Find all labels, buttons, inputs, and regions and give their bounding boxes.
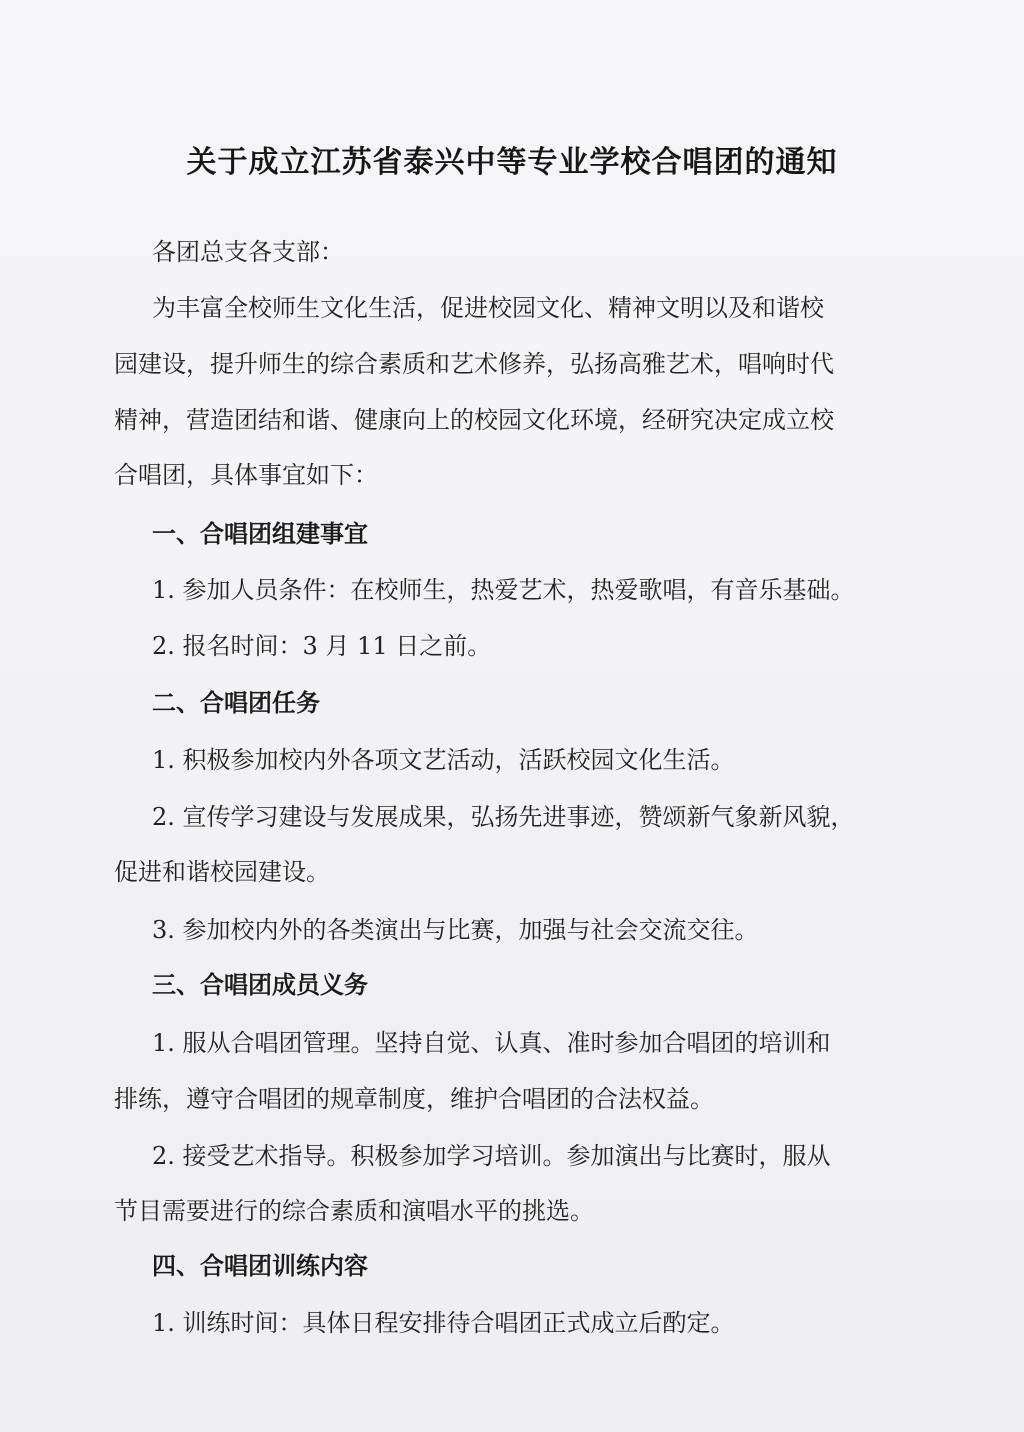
section-2-item-2-line-1: 2. 宣传学习建设与发展成果，弘扬先进事迹，赞颂新气象新风貌，: [152, 803, 855, 831]
section-1-item-1: 1. 参加人员条件：在校师生，热爱艺术，热爱歌唱，有音乐基础。: [152, 576, 855, 604]
section-3-item-2-line-1: 2. 接受艺术指导。积极参加学习培训。参加演出与比赛时，服从: [152, 1142, 831, 1170]
intro-line-2: 园建设，提升师生的综合素质和艺术修养，弘扬高雅艺术，唱响时代: [114, 350, 834, 378]
section-heading-4: 四、合唱团训练内容: [152, 1252, 368, 1280]
section-3-item-1-line-1: 1. 服从合唱团管理。坚持自觉、认真、准时参加合唱团的培训和: [152, 1029, 831, 1057]
section-2-item-2-line-2: 促进和谐校园建设。: [114, 858, 330, 886]
section-1-item-2: 2. 报名时间：3 月 11 日之前。: [152, 632, 492, 660]
document-title: 关于成立江苏省泰兴中等专业学校合唱团的通知: [186, 145, 838, 180]
section-4-item-1: 1. 训练时间：具体日程安排待合唱团正式成立后酌定。: [152, 1309, 735, 1337]
section-2-item-1: 1. 积极参加校内外各项文艺活动，活跃校园文化生活。: [152, 746, 735, 774]
intro-line-1: 为丰富全校师生文化生活，促进校园文化、精神文明以及和谐校: [152, 294, 824, 322]
section-2-item-3: 3. 参加校内外的各类演出与比赛，加强与社会交流交往。: [152, 916, 759, 944]
intro-line-3: 精神，营造团结和谐、健康向上的校园文化环境，经研究决定成立校: [114, 406, 834, 434]
section-heading-1: 一、合唱团组建事宜: [152, 520, 368, 548]
section-heading-2: 二、合唱团任务: [152, 689, 320, 717]
section-heading-3: 三、合唱团成员义务: [152, 971, 368, 999]
salutation: 各团总支各支部：: [152, 238, 344, 266]
intro-line-4: 合唱团，具体事宜如下：: [114, 461, 378, 489]
section-3-item-2-line-2: 节目需要进行的综合素质和演唱水平的挑选。: [114, 1197, 594, 1225]
section-3-item-1-line-2: 排练，遵守合唱团的规章制度，维护合唱团的合法权益。: [114, 1085, 714, 1113]
